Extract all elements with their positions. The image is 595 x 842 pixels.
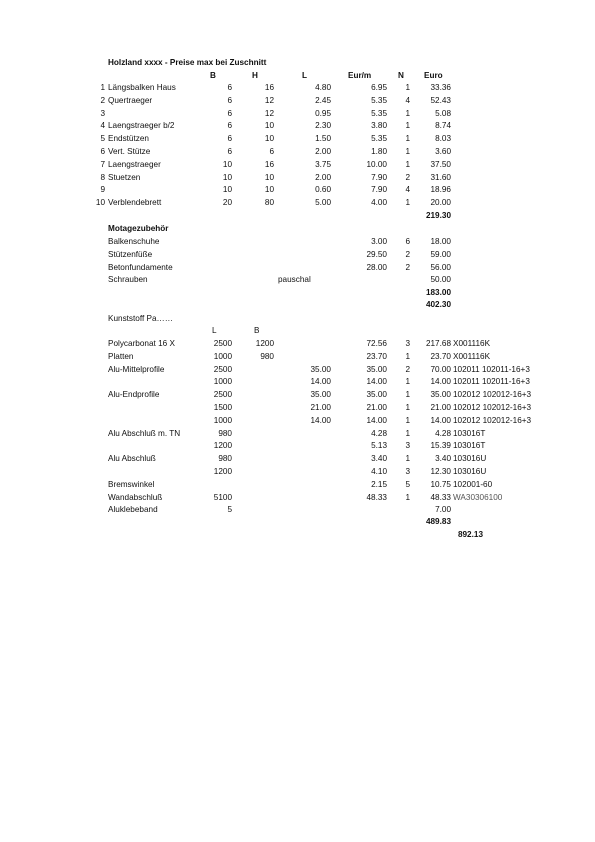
- length-mm: 2500: [213, 339, 232, 348]
- quantity: 4: [405, 185, 410, 195]
- table-row: [0, 402, 595, 414]
- length-mm: 5100: [213, 492, 232, 502]
- length-mm: 1500: [213, 403, 232, 412]
- quantity: 1: [405, 351, 410, 361]
- line-total: 21.00: [430, 403, 451, 412]
- unit-price: 72.56: [366, 339, 387, 348]
- width-cm: 6: [227, 121, 232, 131]
- line-total: 14.00: [430, 377, 451, 387]
- unit-price: 4.10: [371, 467, 387, 476]
- price-per-m: 1.80: [371, 147, 387, 156]
- width-mm: 1200: [255, 339, 274, 348]
- table-row: [0, 108, 595, 120]
- height-cm: 80: [264, 198, 274, 208]
- article-code: 103016U: [453, 454, 487, 464]
- price-per-m: 5.35: [371, 108, 387, 118]
- length-m: 2.30: [315, 121, 331, 131]
- unit-price: 4.28: [371, 428, 387, 438]
- table-row: [0, 338, 595, 350]
- length-m: 1.50: [315, 134, 331, 144]
- width-cm: 6: [227, 108, 232, 118]
- article-code: 102012 102012-16+3: [453, 415, 532, 425]
- price-per-m: 10.00: [366, 159, 387, 169]
- quantity: 1: [405, 108, 410, 118]
- line-total: 20.00: [430, 198, 451, 208]
- item-name: Betonfundamente: [108, 262, 173, 272]
- page-title: Holzland xxxx - Preise max bei Zuschnitt: [108, 58, 267, 67]
- item-name: Längsbalken Haus: [108, 83, 176, 92]
- row-index: 7: [100, 159, 105, 169]
- height-cm: 12: [264, 108, 274, 118]
- line-total: 70.00: [430, 364, 451, 374]
- item-name: Laengstraeger b/2: [108, 121, 175, 131]
- line-total: 4.28: [435, 428, 451, 438]
- width-mm: 980: [260, 351, 274, 361]
- quantity: 1: [405, 159, 410, 169]
- header-l: L: [302, 71, 308, 80]
- width-cm: 10: [222, 172, 232, 182]
- price-per-m: 5.35: [371, 134, 387, 144]
- unit-price: 3.40: [371, 454, 387, 464]
- height-cm: 12: [264, 95, 274, 105]
- table-row: [0, 82, 595, 94]
- item-name: Platten: [108, 351, 134, 361]
- line-total: 48.33: [430, 492, 451, 502]
- unit-price: 35.00: [366, 364, 387, 374]
- width-cm: 20: [222, 198, 232, 208]
- table-row: [0, 492, 595, 504]
- table-row: [0, 504, 595, 516]
- item-name: Stuetzen: [108, 172, 141, 182]
- item-name: Laengstraeger: [108, 159, 161, 169]
- item-name: Alu-Mittelprofile: [108, 364, 165, 374]
- item-name: Balkenschuhe: [108, 237, 160, 246]
- row-index: 8: [100, 172, 105, 182]
- price-value: 35.00: [310, 364, 331, 374]
- height-cm: 10: [264, 185, 274, 195]
- item-name: Polycarbonat 16 X: [108, 339, 175, 348]
- table-row: [0, 95, 595, 107]
- table-row: [0, 364, 595, 376]
- height-cm: 10: [264, 134, 274, 144]
- line-total: 18.00: [430, 237, 451, 246]
- plastics-subheader-row: [0, 325, 595, 337]
- item-name: Bremswinkel: [108, 479, 155, 489]
- quantity: 1: [405, 134, 410, 144]
- price-per-m: 4.00: [371, 198, 387, 208]
- length-m: 0.60: [315, 185, 331, 195]
- width-cm: 6: [227, 83, 232, 92]
- row-index: 6: [100, 147, 105, 156]
- table-row: [0, 133, 595, 145]
- height-cm: 6: [269, 147, 274, 156]
- subheader-b: B: [254, 326, 260, 335]
- timber-total: 219.30: [425, 211, 451, 220]
- table-row: [0, 376, 595, 388]
- row-index: 4: [100, 121, 105, 131]
- height-cm: 16: [264, 83, 274, 92]
- line-total: 8.03: [435, 134, 451, 144]
- width-cm: 10: [222, 159, 232, 169]
- table-row: [0, 479, 595, 491]
- table-row: [0, 159, 595, 171]
- grand-total-row: [0, 529, 595, 541]
- article-code: X001116K: [453, 351, 491, 361]
- column-header-row: [0, 70, 595, 82]
- unit-price: 21.00: [366, 403, 387, 412]
- price-value: 35.00: [310, 390, 331, 400]
- line-total: 59.00: [430, 249, 451, 259]
- item-name: Schrauben: [108, 275, 148, 285]
- price-per-m: 7.90: [371, 185, 387, 195]
- length-mm: 980: [218, 428, 232, 438]
- table-row: [0, 274, 595, 286]
- length-m: 2.00: [315, 147, 331, 156]
- row-index: 1: [100, 83, 105, 92]
- plastics-heading-row: [0, 313, 595, 325]
- item-name: Alu-Endprofile: [108, 390, 160, 400]
- item-name: Aluklebeband: [108, 505, 158, 515]
- table-row: [0, 453, 595, 465]
- article-code: 102011 102011-16+3: [453, 377, 530, 387]
- width-cm: 6: [227, 134, 232, 144]
- height-cm: 10: [264, 121, 274, 131]
- unit-price: 5.13: [371, 441, 387, 451]
- plastics-heading: Kunststoff Pa……: [108, 314, 173, 323]
- quantity: 1: [405, 428, 410, 438]
- unit-price: 14.00: [366, 415, 387, 425]
- unit-price: 28.00: [366, 262, 387, 272]
- item-name: Wandabschluß: [108, 492, 163, 502]
- line-total: 56.00: [430, 262, 451, 272]
- quantity: 2: [405, 262, 410, 272]
- price-per-m: 3.80: [371, 121, 387, 131]
- width-cm: 6: [227, 95, 232, 105]
- unit-price: 35.00: [366, 390, 387, 400]
- length-mm: 1000: [213, 377, 232, 387]
- line-total: 52.43: [430, 95, 451, 105]
- length-m: 2.00: [315, 172, 331, 182]
- table-row: [0, 236, 595, 248]
- quantity: 2: [405, 364, 410, 374]
- grand-total: 892.13: [457, 530, 483, 539]
- width-cm: 10: [222, 185, 232, 195]
- article-code: WA30306100: [453, 492, 503, 502]
- line-total: 31.60: [430, 172, 451, 182]
- line-total: 50.00: [430, 275, 451, 285]
- article-code: 102012 102012-16+3: [453, 390, 532, 400]
- item-name: Alu Abschluß: [108, 454, 156, 464]
- width-cm: 6: [227, 147, 232, 156]
- line-total: 5.08: [435, 108, 451, 118]
- price-value: 14.00: [310, 415, 331, 425]
- quantity: 1: [405, 83, 410, 92]
- length-m: 0.95: [315, 108, 331, 118]
- price-value: 14.00: [310, 377, 331, 387]
- header-b: B: [210, 71, 216, 80]
- quantity: 3: [405, 467, 410, 476]
- accessories-heading-row: [0, 223, 595, 235]
- quantity: 1: [405, 403, 410, 412]
- table-row: [0, 262, 595, 274]
- quantity: 1: [405, 147, 410, 156]
- plastics-total-row: [0, 516, 595, 528]
- timber-total-row: [0, 210, 595, 222]
- length-mm: 1200: [213, 441, 232, 451]
- line-total: 7.00: [435, 505, 451, 515]
- line-total: 3.40: [435, 454, 451, 464]
- quantity: 4: [405, 95, 410, 105]
- quantity: 1: [405, 454, 410, 464]
- length-m: 4.80: [315, 83, 331, 92]
- line-total: 3.60: [435, 147, 451, 156]
- subheader-l: L: [212, 326, 217, 335]
- length-mm: 980: [218, 454, 232, 464]
- item-name: Stützenfüße: [108, 249, 153, 259]
- table-row: [0, 172, 595, 184]
- line-total: 23.70: [430, 351, 451, 361]
- quantity: 1: [405, 198, 410, 208]
- row-index: 5: [100, 134, 105, 144]
- length-mm: 5: [227, 505, 232, 515]
- line-total: 15.39: [430, 441, 451, 451]
- table-row: [0, 415, 595, 427]
- table-row: [0, 120, 595, 132]
- row-index: 9: [100, 185, 105, 195]
- row-index: 2: [100, 95, 105, 105]
- line-total: 12.30: [430, 467, 451, 476]
- article-code: 102012 102012-16+3: [453, 403, 532, 412]
- length-mm: 1200: [213, 467, 232, 476]
- quantity: 3: [405, 339, 410, 348]
- height-cm: 10: [264, 172, 274, 182]
- table-row: [0, 184, 595, 196]
- table-row: [0, 146, 595, 158]
- quantity: 1: [405, 121, 410, 131]
- unit-price: 2.15: [371, 479, 387, 489]
- article-code: 103016U: [453, 467, 487, 476]
- height-cm: 16: [264, 159, 274, 169]
- price-per-m: 5.35: [371, 95, 387, 105]
- line-total: 18.96: [430, 185, 451, 195]
- row-index: 10: [95, 198, 105, 208]
- length-m: 5.00: [315, 198, 331, 208]
- table-row: [0, 466, 595, 478]
- article-code: 102011 102011-16+3: [453, 364, 530, 374]
- table-row: [0, 440, 595, 452]
- price-per-m: 6.95: [371, 83, 387, 92]
- unit-price: 3.00: [371, 237, 387, 246]
- plastics-total: 489.83: [425, 517, 451, 526]
- item-name: Quertraeger: [108, 95, 153, 105]
- quantity: 1: [405, 492, 410, 502]
- length-mm: 2500: [213, 390, 232, 400]
- item-name: Verblendebrett: [108, 198, 162, 208]
- table-row: [0, 197, 595, 209]
- article-code: X001116K: [453, 339, 491, 348]
- quantity: 1: [405, 377, 410, 387]
- accessories-heading: Motagezubehör: [108, 224, 169, 233]
- header-n: N: [398, 71, 404, 80]
- accessories-total: 183.00: [425, 288, 451, 297]
- price-value: 21.00: [310, 403, 331, 412]
- table-row: [0, 389, 595, 401]
- article-code: 102001-60: [453, 479, 493, 489]
- line-total: 33.36: [430, 83, 451, 92]
- price-per-m: 7.90: [371, 172, 387, 182]
- item-note: pauschal: [278, 275, 311, 285]
- unit-price: 14.00: [366, 377, 387, 387]
- length-m: 3.75: [315, 159, 331, 169]
- unit-price: 29.50: [366, 249, 387, 259]
- line-total: 8.74: [435, 121, 451, 131]
- line-total: 14.00: [430, 415, 451, 425]
- line-total: 10.75: [430, 479, 451, 489]
- quantity: 2: [405, 172, 410, 182]
- item-name: Vert. Stütze: [108, 147, 151, 156]
- header-h: H: [252, 71, 258, 80]
- table-row: [0, 351, 595, 363]
- header-euro: Euro: [424, 71, 443, 80]
- table-row: [0, 428, 595, 440]
- quantity: 6: [405, 237, 410, 246]
- line-total: 37.50: [430, 159, 451, 169]
- quantity: 1: [405, 415, 410, 425]
- accessories-total-row: [0, 287, 595, 299]
- quantity: 1: [405, 390, 410, 400]
- line-total: 217.68: [425, 339, 451, 348]
- article-code: 103016T: [453, 428, 486, 438]
- quantity: 3: [405, 441, 410, 451]
- header-eur-per-m: Eur/m: [348, 71, 372, 80]
- line-total: 35.00: [430, 390, 451, 400]
- quantity: 2: [405, 249, 410, 259]
- running-total-row: [0, 299, 595, 311]
- length-mm: 1000: [213, 415, 232, 425]
- unit-price: 23.70: [366, 351, 387, 361]
- length-mm: 2500: [213, 364, 232, 374]
- unit-price: 48.33: [366, 492, 387, 502]
- row-index: 3: [100, 108, 105, 118]
- article-code: 103016T: [453, 441, 486, 451]
- table-row: [0, 249, 595, 261]
- item-name: Endstützen: [108, 134, 149, 144]
- length-mm: 1000: [213, 351, 232, 361]
- item-name: Alu Abschluß m. TN: [108, 428, 181, 438]
- running-total: 402.30: [425, 300, 451, 309]
- length-m: 2.45: [315, 95, 331, 105]
- quantity: 5: [405, 479, 410, 489]
